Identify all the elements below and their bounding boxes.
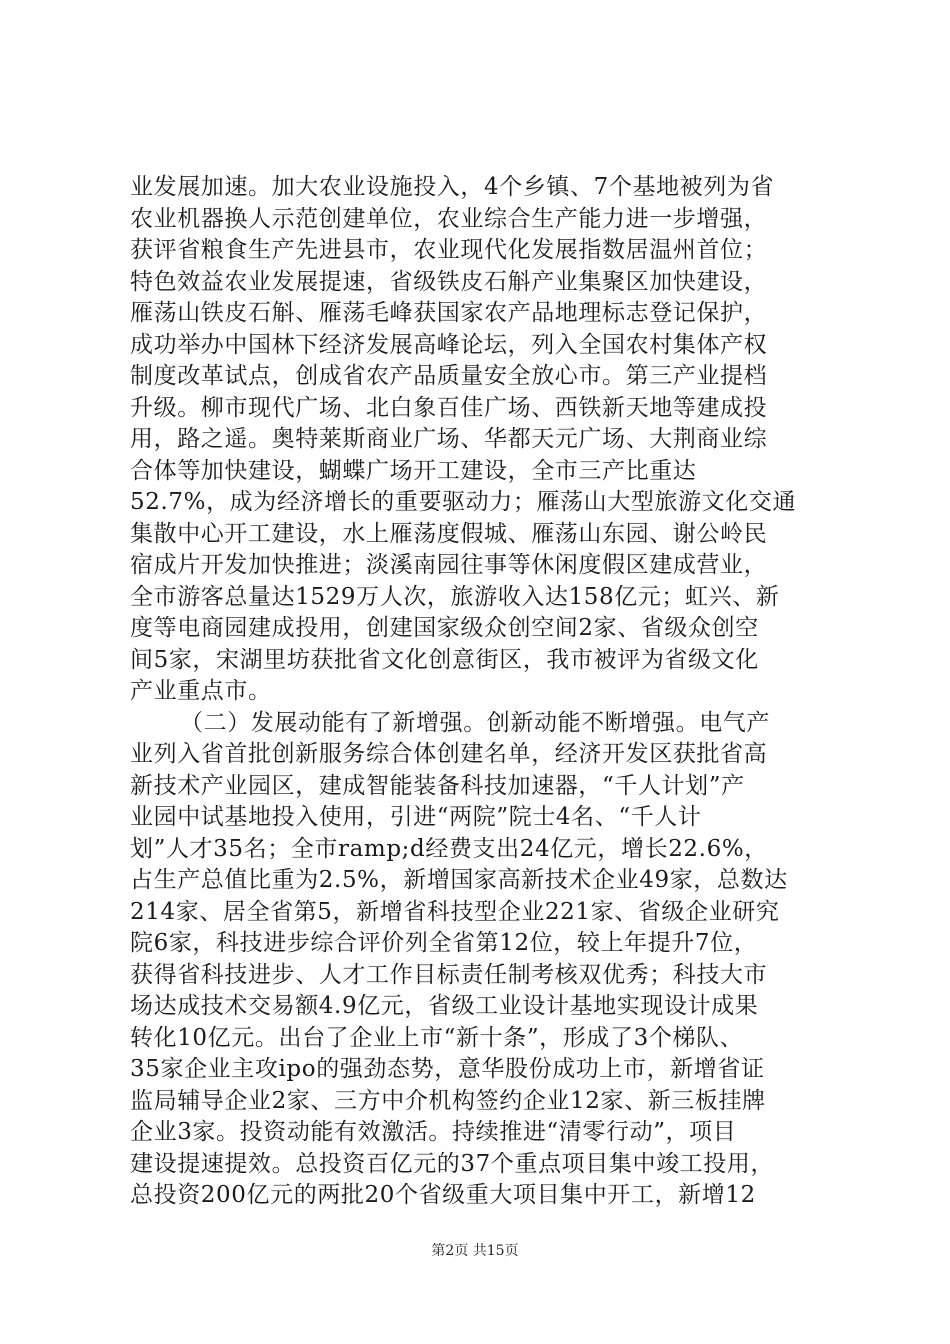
text-line: 214家、居全省第5，新增省科技型企业221家、省级企业研究	[130, 898, 780, 925]
text-line: 建设提速提效。总投资百亿元的37个重点项目集中竣工投用，	[130, 1150, 775, 1177]
text-line: 获评省粮食生产先进县市，农业现代化发展指数居温州首位；	[130, 237, 768, 263]
text-line: 成功举办中国林下经济发展高峰论坛，列入全国农村集体产权	[130, 331, 768, 358]
text-line: 划”人才35名；全市ramp;d经费支出24亿元，增长22.6%，	[130, 835, 768, 862]
text-line: 农业机器换人示范创建单位，农业综合生产能力进一步增强，	[130, 205, 768, 232]
text-line: 间5家，宋湖里坊获批省文化创意街区，我市被评为省级文化	[130, 646, 759, 673]
text-line: 特色效益农业发展提速，省级铁皮石斛产业集聚区加快建设，	[130, 268, 768, 295]
text-line: 业发展加速。加大农业设施投入，4个乡镇、7个基地被列为省	[130, 174, 775, 200]
text-line: 场达成技术交易额4.9亿元，省级工业设计基地实现设计成果	[130, 993, 759, 1019]
text-line: 总投资200亿元的两批20个省级重大项目集中开工，新增12	[130, 1182, 756, 1208]
text-line: 业园中试基地投入使用，引进“两院”院士4名、“千人计	[130, 804, 702, 830]
body-text	[130, 172, 830, 1212]
text-line: 新技术产业园区，建成智能装备科技加速器，“千人计划”产	[130, 772, 745, 799]
text-line: 制度改革试点，创成省农产品质量安全放心市。第三产业提档	[130, 363, 768, 389]
text-line: 企业3家。投资动能有效激活。持续推进“清零行动”，项目	[130, 1119, 737, 1145]
page-indicator: 第2页 共15页	[431, 1243, 519, 1259]
text-line: 52.7%，成为经济增长的重要驱动力；雁荡山大型旅游文化交通	[130, 489, 797, 515]
text-line: 业列入省首批创新服务综合体创建名单，经济开发区获批省高	[130, 741, 768, 767]
text-line: 全市游客总量达1529万人次，旅游收入达158亿元；虹兴、新	[130, 583, 780, 610]
text-line: 院6家，科技进步综合评价列全省第12位，较上年提升7位，	[130, 930, 758, 956]
text-line: 占生产总值比重为2.5%，新增国家高新技术企业49家，总数达	[130, 867, 788, 893]
text-line: 升级。柳市现代广场、北白象百佳广场、西铁新天地等建成投	[130, 394, 768, 421]
text-line: 监局辅导企业2家、三方中介机构签约企业12家、新三板挂牌	[130, 1087, 766, 1114]
text-line: 集散中心开工建设，水上雁荡度假城、雁荡山东园、谢公岭民	[130, 520, 768, 547]
page-footer	[0, 1240, 950, 1260]
text-line: 宿成片开发加快推进；淡溪南园往事等休闲度假区建成营业，	[130, 552, 768, 578]
text-line: 度等电商园建成投用，创建国家级众创空间2家、省级众创空	[130, 615, 759, 641]
text-line: 产业重点市。	[130, 678, 272, 704]
text-line: 35家企业主攻ipo的强劲态势，意华股份成功上市，新增省证	[130, 1056, 765, 1082]
text-line: 获得省科技进步、人才工作目标责任制考核双优秀；科技大市	[130, 961, 768, 988]
text-line: 雁荡山铁皮石斛、雁荡毛峰获国家农产品地理标志登记保护，	[130, 300, 768, 326]
text-line: 合体等加快建设，蝴蝶广场开工建设，全市三产比重达	[130, 457, 697, 484]
text-line: 用，路之遥。奥特莱斯商业广场、华都天元广场、大荆商业综	[130, 426, 768, 452]
paragraph-start-line: （二）发展动能有了新增强。创新动能不断增强。电气产	[180, 709, 770, 736]
text-line: 转化10亿元。出台了企业上市“新十条”，形成了3个梯队、	[130, 1024, 744, 1051]
